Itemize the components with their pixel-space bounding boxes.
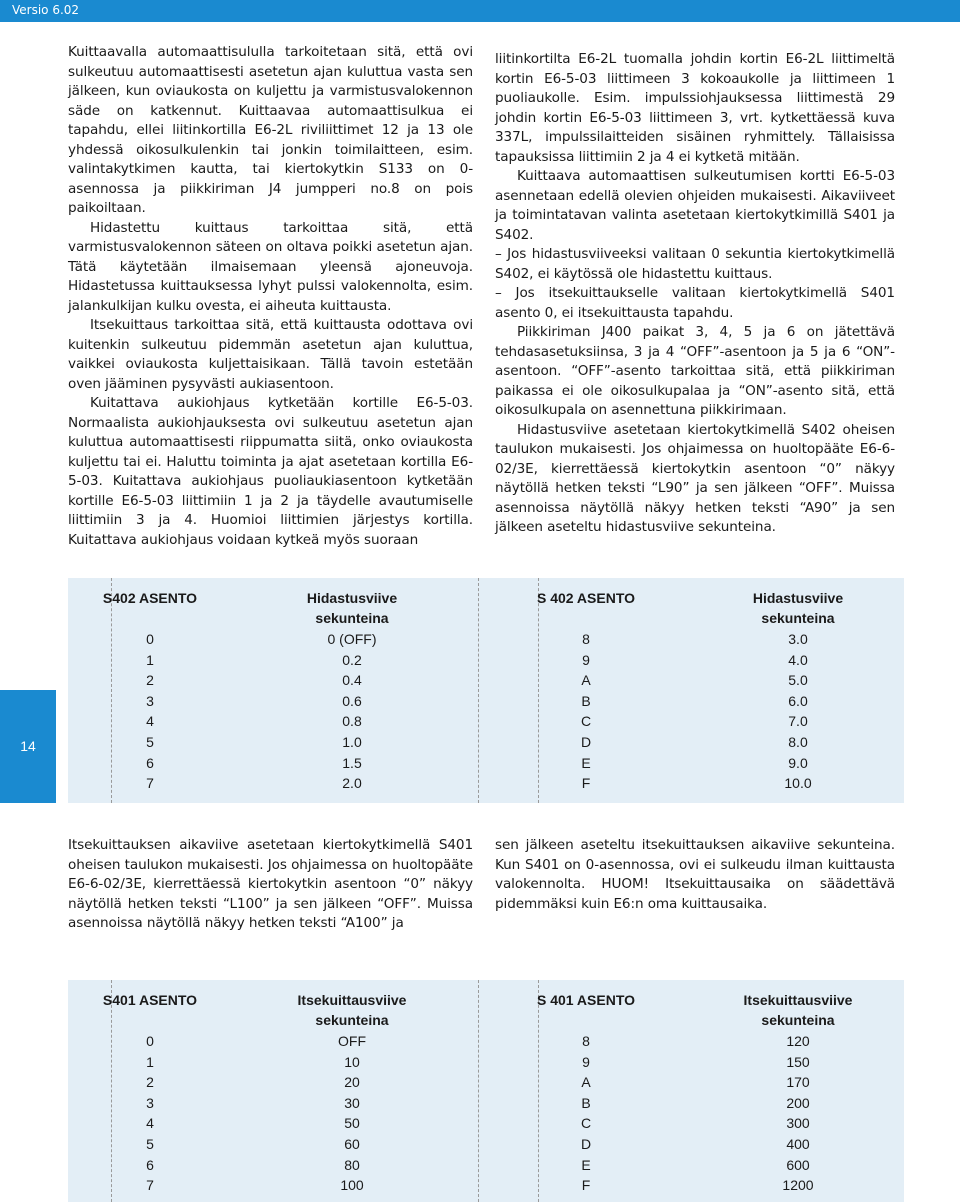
- table-cell-position: 4: [146, 1115, 154, 1132]
- table-cell-value: 7.0: [788, 713, 808, 730]
- paragraph: – Jos itsekuittaukselle valitaan kiertokytkimellä S401 asento 0, ei itsekuittausta tapahdu.: [495, 285, 895, 321]
- paragraph: liitinkortilta E6-2L tuomalla johdin kortin E6-2L liittimeltä kortin E6-5-03 liittimeen 3 kokoaukolle ja liittimeen 1 puoliaukolle. Esim. impulssiohjauksessa liittimestä 29 johdin kortin E6-5-03 liittimeen 3, vrt. kytkettäessä kuva 337L, impulssilaitteiden sisäinen ryhmittely. Tällaisissa tapauksissa liittimiin 2 ja 4 ei kytketä mitään.: [495, 51, 895, 165]
- table-header-position: S401 ASENTO: [102, 992, 198, 1008]
- paragraph: sen jälkeen aseteltu itsekuittauksen aikaviive sekunteina. Kun S401 on 0-asennossa, ovi ei sulkeudu ilman kuittausta valokennolta. HUOM! Itsekuittausaika on säädettävä pidemmäksi kuin E6:n oma kuittausaika.: [495, 837, 895, 912]
- table-cell-position: C: [580, 713, 592, 730]
- table-cell-value: 0.4: [342, 672, 362, 689]
- dashed-divider: [478, 578, 479, 803]
- table-header-delay-unit: sekunteina: [315, 610, 389, 626]
- table-cell-value: 30: [344, 1094, 360, 1111]
- table-cell-position: 9: [582, 1053, 590, 1070]
- page-number-box: [0, 690, 56, 803]
- table-cell-value: 100: [340, 1177, 364, 1194]
- paragraph: Kuittaavalla automaattisululla tarkoitetaan sitä, että ovi sulkeutuu automaattisesti asetetun ajan kuluttua vasta sen jälkeen, kun oviaukosta on kuljettu ja varmistusvalokennon säde on katkennut. Kuittaavaa automaattisulkua ei tapahdu, ellei liitinkortilla E6-2L riviliittimet 12 ja 13 ole yhdessä oikosulkulenkin tai jonkin toimilaitteen, esim. valintakytkimen kautta, tai kiertokytkin S133 on 0-asennossa ja piikkiriman J4 jumpperi no.8 on pois paikoiltaan.: [68, 44, 473, 216]
- table-cell-value: 200: [786, 1094, 810, 1111]
- table-cell-position: B: [581, 1094, 591, 1111]
- bottom-right-text: [495, 836, 895, 914]
- table-cell-position: E: [581, 754, 591, 771]
- table-cell-value: OFF: [338, 1033, 366, 1049]
- table-cell-position: 0: [146, 1033, 154, 1049]
- table-cell-value: 50: [344, 1115, 360, 1132]
- dashed-divider: [478, 980, 479, 1202]
- paragraph: Hidastusviive asetetaan kiertokytkimellä S402 oheisen taulukon mukaisesti. Jos ohjaimessa on huoltopääte E6-6-02/3E, kierrettäessä kiertokytkin asentoon “0” näkyy näytöllä hetken teksti “L90” ja sen jälkeen “OFF”. Muissa asennoissa näytöllä näkyy hetken teksti “A90” ja sen jälkeen aseteltu hidastusviive sekunteina.: [495, 421, 895, 535]
- table-cell-position: 9: [582, 651, 590, 668]
- table-cell-value: 2.0: [342, 775, 362, 792]
- table-cell-value: 150: [786, 1053, 810, 1070]
- table-cell-value: 1.5: [342, 754, 362, 771]
- table-header-position: S402 ASENTO: [102, 590, 198, 606]
- table-cell-position: 2: [146, 672, 154, 689]
- table-header-delay-unit: sekunteina: [761, 610, 835, 626]
- table-cell-position: 6: [146, 1156, 154, 1173]
- table-cell-value: 1.0: [342, 734, 362, 750]
- table-cell-position: 5: [146, 1136, 154, 1152]
- table-cell-value: 0 (OFF): [327, 631, 377, 647]
- table-cell-value: 0.8: [342, 713, 362, 730]
- paragraph: Kuittaava automaattisen sulkeutumisen kortti E6-5-03 asennetaan edellä olevien ohjeiden mukaisesti. Aikaviiveet ja toimintatavan valinta asetetaan kiertokytkimillä S401 ja S402.: [495, 168, 895, 243]
- table-cell-value: 120: [786, 1033, 810, 1049]
- table-cell-position: 5: [146, 734, 154, 750]
- paragraph: Hidastettu kuittaus tarkoittaa sitä, että varmistusvalokennon säteen on oltava poikki asetetun ajan. Tätä käytetään ilmaisemaan yleensä ajoneuvoja. Hidastetussa kuittauksessa lyhyt pulssi valokennolta, esim. jalankulkijan kulku ovesta, ei aiheuta kuittausta.: [68, 219, 473, 314]
- table-header-delay: Itsekuittausviive: [743, 992, 853, 1008]
- table-cell-position: 1: [146, 1053, 154, 1070]
- delay-table-s401: [68, 980, 904, 1202]
- paragraph: – Jos hidastusviiveeksi valitaan 0 sekuntia kiertokytkimellä S402, ei käytössä ole hidastettu kuittaus.: [495, 246, 895, 282]
- table-cell-position: F: [581, 1177, 591, 1194]
- right-text-column: [495, 50, 895, 538]
- table-header-delay: Itsekuittausviive: [297, 992, 407, 1008]
- table-cell-position: F: [581, 775, 591, 792]
- paragraph: Piikkiriman J400 paikat 3, 4, 5 ja 6 on jätettävä tehdasasetuksiinsa, 3 ja 4 “OFF”-asentoon ja 5 ja 6 “ON”-asentoon. “OFF”-asento tarkoittaa sitä, että piikkiriman paikassa ei ole oikosulkupalaa ja “ON”-asento sitä, että oikosulkupala on asennettuna piikkirimaan.: [495, 324, 895, 418]
- table-cell-value: 300: [786, 1115, 810, 1132]
- table-header-delay: Hidastusviive: [752, 590, 844, 606]
- table-cell-value: 60: [344, 1136, 360, 1152]
- table-cell-value: 20: [344, 1074, 360, 1091]
- table-cell-value: 9.0: [788, 754, 808, 771]
- table-cell-position: 0: [146, 631, 154, 647]
- version-label: Versio 6.02: [12, 3, 80, 17]
- table-cell-value: 5.0: [788, 672, 808, 689]
- table-cell-position: 2: [146, 1074, 154, 1091]
- table-cell-position: E: [581, 1156, 591, 1173]
- table-cell-value: 400: [786, 1136, 810, 1152]
- top-bar: [0, 0, 960, 22]
- table-cell-position: 8: [582, 1033, 590, 1049]
- bottom-left-text: [68, 836, 473, 934]
- table-cell-value: 170: [786, 1074, 810, 1091]
- table-header-delay-unit: sekunteina: [761, 1012, 835, 1028]
- table-cell-position: 3: [146, 1094, 154, 1111]
- table-cell-position: 8: [582, 631, 590, 647]
- table-cell-value: 10: [344, 1053, 360, 1070]
- table-cell-value: 0.6: [342, 692, 362, 709]
- table-cell-position: D: [580, 1136, 592, 1152]
- table-cell-value: 0.2: [342, 651, 362, 668]
- table-cell-position: 1: [146, 651, 154, 668]
- paragraph: Itsekuittaus tarkoittaa sitä, että kuittausta odottava ovi kuitenkin sulkeutuu pidemmän asetetun ajan kuluttua, vaikkei oviaukosta kuljettaisikaan. Tällä tavoin estetään oven jääminen pysyvästi aukiasentoon.: [68, 317, 473, 392]
- table-cell-position: 3: [146, 692, 154, 709]
- table-cell-position: 7: [146, 775, 154, 792]
- table-cell-value: 1200: [782, 1177, 814, 1194]
- table-cell-position: 6: [146, 754, 154, 771]
- table-header-position: S 402 ASENTO: [536, 590, 636, 606]
- table-cell-position: B: [581, 692, 591, 709]
- table-header-delay: Hidastusviive: [306, 590, 398, 606]
- table-cell-value: 80: [344, 1156, 360, 1173]
- table-cell-value: 10.0: [784, 775, 812, 792]
- page-number: 14: [20, 738, 36, 754]
- delay-table-s402: [68, 578, 904, 803]
- table-cell-position: D: [580, 734, 592, 750]
- table-header-delay-unit: sekunteina: [315, 1012, 389, 1028]
- paragraph: Itsekuittauksen aikaviive asetetaan kiertokytkimellä S401 oheisen taulukon mukaisesti. Jos ohjaimessa on huoltopääte E6-6-02/3E, kierrettäessä kiertokytkin asentoon “0” näkyy näytöllä hetken teksti “L100” ja sen jälkeen “OFF”. Muissa asennoissa näytöllä näkyy hetken teksti “A100” ja: [68, 837, 474, 931]
- table-cell-position: A: [581, 1074, 591, 1091]
- left-text-column: [68, 43, 473, 550]
- table-cell-position: 4: [146, 713, 154, 730]
- table-cell-position: A: [581, 672, 591, 689]
- table-cell-value: 4.0: [788, 651, 808, 668]
- table-cell-value: 8.0: [788, 734, 808, 750]
- table-cell-value: 600: [786, 1156, 810, 1173]
- paragraph: Kuitattava aukiohjaus kytketään kortille E6-5-03. Normaalista aukiohjauksesta ovi sulkeutuu asetetun ajan kuluttua automaattisesti riippumatta siitä, onko oviaukosta kuljettu tai ei. Haluttu toiminta ja ajat asetetaan kortilla E6-5-03. Kuitattava aukiohjaus puoliaukiasentoon kytketään kortille E6-5-03 liittimiin 1 ja 2 ja täydelle avautumiselle liittimiin 3 ja 4. Huomioi liittimien järjestys kortilla. Kuitattava aukiohjaus voidaan kytkeä myös suoraan: [68, 395, 473, 548]
- table-cell-position: C: [580, 1115, 592, 1132]
- table-cell-value: 6.0: [788, 692, 808, 709]
- table-header-position: S 401 ASENTO: [536, 992, 636, 1008]
- table-cell-value: 3.0: [788, 631, 808, 647]
- table-cell-position: 7: [146, 1177, 154, 1194]
